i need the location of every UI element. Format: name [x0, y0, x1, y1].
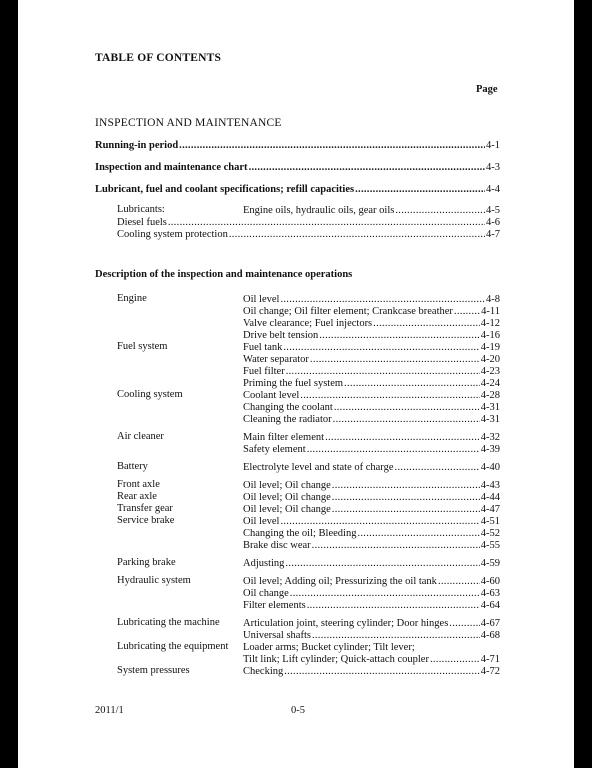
- toc-entry-label: Fuel filter: [243, 366, 285, 377]
- toc-title: TABLE OF CONTENTS: [95, 52, 222, 64]
- footer-date: 2011/1: [95, 705, 124, 716]
- toc-entry-label: Drive belt tension: [243, 330, 319, 341]
- toc-entry-label: Oil level: [243, 294, 280, 305]
- toc-entry-page: 4-31: [480, 414, 500, 425]
- toc-entry-page: 4-5: [486, 205, 500, 216]
- description-heading: Description of the inspection and maintenance operations: [95, 269, 353, 280]
- operation-category: Front axle: [117, 479, 160, 490]
- dot-leader: [395, 461, 480, 474]
- toc-entry[interactable]: [243, 557, 500, 570]
- toc-entry-page: 4-28: [480, 390, 500, 401]
- toc-entry[interactable]: [243, 413, 500, 426]
- operation-category: Parking brake: [117, 557, 176, 568]
- toc-entry-page: 4-6: [486, 217, 500, 228]
- operation-category: Cooling system: [117, 389, 183, 400]
- dot-leader: [307, 599, 480, 612]
- operation-category: System pressures: [117, 665, 190, 676]
- toc-entry-label: Oil change; Oil filter element; Crankcase breather: [243, 306, 453, 317]
- toc-entry-label: Oil level; Oil change: [243, 480, 331, 491]
- toc-entry-label: Main filter element: [243, 432, 325, 443]
- toc-entry-page: 4-16: [480, 330, 500, 341]
- page-column-label: Page: [476, 84, 498, 95]
- operation-category: Fuel system: [117, 341, 168, 352]
- document-page: [18, 0, 574, 768]
- toc-entry-label: Inspection and maintenance chart: [95, 162, 248, 173]
- toc-entry-label: Cooling system protection: [117, 229, 228, 240]
- toc-entry-label: Engine oils, hydraulic oils, gear oils: [243, 205, 395, 216]
- toc-entry-page: 4-7: [486, 229, 500, 240]
- dot-leader: [284, 665, 480, 678]
- dot-leader: [333, 413, 480, 426]
- operation-category: Transfer gear: [117, 503, 173, 514]
- dot-leader: [179, 139, 485, 152]
- toc-entry-page: 4-1: [486, 140, 500, 151]
- toc-entry-label: Lubricant, fuel and coolant specifications; refill capacities: [95, 184, 355, 195]
- toc-entry-label: Priming the fuel system: [243, 378, 344, 389]
- toc-entry-page: 4-24: [480, 378, 500, 389]
- toc-entry-label: Cleaning the radiator: [243, 414, 332, 425]
- toc-entry-label: Diesel fuels: [117, 217, 167, 228]
- toc-entry-label: Loader arms; Bucket cylinder; Tilt lever;: [243, 642, 415, 653]
- toc-entry-page: 4-19: [480, 342, 500, 353]
- toc-entry-label: Safety element: [243, 444, 306, 455]
- footer-page-number: 0-5: [291, 705, 305, 716]
- spec-label: Lubricants:: [117, 204, 165, 215]
- dot-leader: [229, 228, 485, 241]
- operation-category: Air cleaner: [117, 431, 164, 442]
- toc-entry[interactable]: [243, 539, 500, 552]
- toc-entry-label: Water separator: [243, 354, 309, 365]
- toc-entry[interactable]: [243, 461, 500, 474]
- toc-entry-page: 4-68: [480, 630, 500, 641]
- toc-entry[interactable]: [243, 599, 500, 612]
- section-heading: INSPECTION AND MAINTENANCE: [95, 117, 282, 129]
- toc-entry-label: Filter elements: [243, 600, 306, 611]
- toc-entry-label: Changing the coolant: [243, 402, 333, 413]
- toc-entry[interactable]: [95, 161, 500, 174]
- toc-entry-page: 4-59: [480, 558, 500, 569]
- toc-entry-page: 4-71: [480, 654, 500, 665]
- operation-category: Lubricating the equipment: [117, 641, 229, 652]
- dot-leader: [249, 161, 485, 174]
- toc-entry-page: 4-55: [480, 540, 500, 551]
- operation-category: Rear axle: [117, 491, 157, 502]
- toc-entry-page: 4-40: [480, 462, 500, 473]
- toc-entry-page: 4-43: [480, 480, 500, 491]
- toc-entry-page: 4-23: [480, 366, 500, 377]
- toc-entry-page: 4-63: [480, 588, 500, 599]
- operation-category: Lubricating the machine: [117, 617, 220, 628]
- toc-entry-label: Universal shafts: [243, 630, 311, 641]
- toc-entry-label: Oil level; Adding oil; Pressurizing the oil tank: [243, 576, 437, 587]
- toc-entry-label: Coolant level: [243, 390, 300, 401]
- toc-entry[interactable]: [117, 228, 500, 241]
- toc-entry-label: Valve clearance; Fuel injectors: [243, 318, 373, 329]
- toc-entry-label: Oil level: [243, 516, 280, 527]
- toc-entry-page: 4-51: [480, 516, 500, 527]
- toc-entry-page: 4-47: [480, 504, 500, 515]
- operation-category: Service brake: [117, 515, 175, 526]
- toc-entry-label: Running-in period: [95, 140, 179, 151]
- toc-entry-label: Articulation joint, steering cylinder; Door hinges: [243, 618, 449, 629]
- operation-category: Battery: [117, 461, 148, 472]
- toc-entry-page: 4-44: [480, 492, 500, 503]
- toc-entry-page: 4-60: [480, 576, 500, 587]
- toc-entry-page: 4-12: [480, 318, 500, 329]
- toc-entry[interactable]: [243, 665, 500, 678]
- toc-entry-label: Adjusting: [243, 558, 285, 569]
- toc-entry-page: 4-31: [480, 402, 500, 413]
- toc-entry-label: Fuel tank: [243, 342, 283, 353]
- toc-entry-page: 4-52: [480, 528, 500, 539]
- toc-entry[interactable]: [243, 443, 500, 456]
- toc-entry-label: Checking: [243, 666, 284, 677]
- toc-entry-page: 4-39: [480, 444, 500, 455]
- operation-category: Hydraulic system: [117, 575, 191, 586]
- toc-entry-label: Oil level; Oil change: [243, 504, 331, 515]
- toc-entry-page: 4-32: [480, 432, 500, 443]
- dot-leader: [285, 557, 479, 570]
- toc-entry-label: Tilt link; Lift cylinder; Quick-attach coupler: [243, 654, 429, 665]
- toc-entry-page: 4-67: [480, 618, 500, 629]
- toc-entry-label: Electrolyte level and state of charge: [243, 462, 394, 473]
- toc-entry-page: 4-3: [486, 162, 500, 173]
- operation-category: Engine: [117, 293, 147, 304]
- dot-leader: [312, 539, 480, 552]
- dot-leader: [355, 183, 485, 196]
- toc-entry-label: Changing the oil; Bleeding: [243, 528, 357, 539]
- toc-entry-page: 4-8: [486, 294, 500, 305]
- toc-entry-page: 4-72: [480, 666, 500, 677]
- toc-entry-page: 4-11: [481, 306, 500, 317]
- toc-entry[interactable]: [95, 183, 500, 196]
- toc-entry-label: Oil change: [243, 588, 289, 599]
- dot-leader: [307, 443, 480, 456]
- toc-entry-label: Brake disc wear: [243, 540, 311, 551]
- toc-entry[interactable]: [95, 139, 500, 152]
- toc-entry-page: 4-64: [480, 600, 500, 611]
- toc-entry-page: 4-20: [480, 354, 500, 365]
- toc-entry-page: 4-4: [486, 184, 500, 195]
- toc-entry-label: Oil level; Oil change: [243, 492, 331, 503]
